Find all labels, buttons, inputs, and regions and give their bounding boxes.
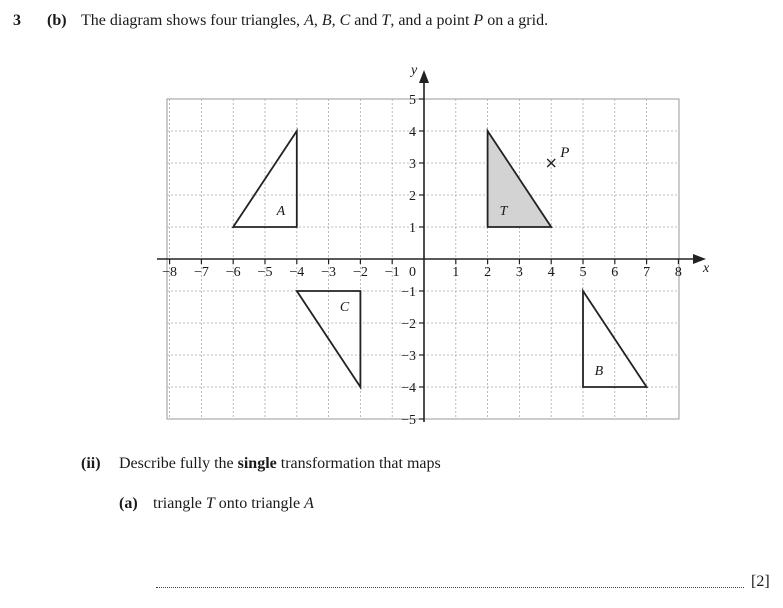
subq-triangle-t: T [205, 495, 215, 512]
x-tick-label: 6 [611, 265, 619, 280]
y-tick-label: 5 [409, 93, 416, 108]
triangle-label-t: T [499, 204, 508, 219]
y-tick-label: −3 [401, 349, 416, 364]
y-tick-label: −2 [401, 317, 416, 332]
stem-part: and [350, 12, 382, 29]
stem-part: on a grid. [483, 12, 549, 29]
x-tick-label: −6 [225, 265, 241, 280]
y-tick-label: 3 [409, 157, 416, 172]
triangle-label-b: B [594, 364, 604, 379]
subpart-label: (ii) [81, 455, 101, 472]
x-tick-label: −5 [257, 265, 273, 280]
y-tick-label: 2 [409, 189, 416, 204]
y-tick-label: 1 [409, 221, 416, 236]
stem-part: T [381, 12, 391, 29]
stem-part: , and a point [390, 12, 474, 29]
subq-triangle-a: A [304, 495, 314, 512]
subq-middle: onto triangle [214, 495, 305, 512]
marks-label: [2] [751, 573, 770, 590]
triangle-t [488, 131, 552, 227]
x-tick-label: −2 [352, 265, 368, 280]
y-tick-label: −1 [401, 285, 416, 300]
x-tick-label: −1 [384, 265, 400, 280]
stem-part: A [304, 12, 314, 29]
subsubpart-label: (a) [119, 495, 138, 512]
origin-label: 0 [409, 265, 416, 280]
x-tick-label: 7 [643, 265, 651, 280]
x-tick-label: −3 [321, 265, 337, 280]
x-tick-label: 2 [484, 265, 492, 280]
y-tick-label: −5 [401, 413, 416, 428]
answer-line[interactable] [156, 587, 744, 588]
subq-before: triangle [153, 495, 206, 512]
x-tick-label: −7 [193, 265, 209, 280]
part-label: (b) [47, 12, 67, 29]
question-number: 3 [13, 12, 21, 29]
instruction-before: Describe fully the [119, 455, 238, 472]
x-tick-label: 3 [515, 265, 523, 280]
stem-part: The diagram shows four triangles, [81, 12, 305, 29]
x-axis-label: x [703, 261, 710, 276]
stem-part: B [321, 12, 332, 29]
y-axis-label: y [411, 63, 418, 78]
subquestion-text [153, 495, 314, 513]
point-p-label: P [560, 145, 570, 161]
stem-part: C [339, 12, 351, 29]
stem-part: P [473, 12, 484, 29]
x-tick-label: 4 [547, 265, 555, 280]
y-axis-arrow [419, 70, 429, 83]
stem-part: , [331, 12, 340, 29]
y-tick-label: −4 [401, 381, 416, 396]
stem-part: , [313, 12, 322, 29]
instruction-text [119, 455, 441, 473]
triangle-label-c: C [339, 300, 350, 315]
instruction-after: transformation that maps [276, 455, 441, 472]
instruction-bold: single [237, 455, 277, 472]
triangle-label-a: A [276, 204, 286, 219]
x-tick-label: −8 [162, 265, 178, 280]
x-tick-label: 5 [579, 265, 587, 280]
x-tick-label: 1 [452, 265, 460, 280]
y-tick-label: 4 [409, 125, 416, 140]
x-tick-label: 8 [674, 265, 682, 280]
x-tick-label: −4 [289, 265, 305, 280]
